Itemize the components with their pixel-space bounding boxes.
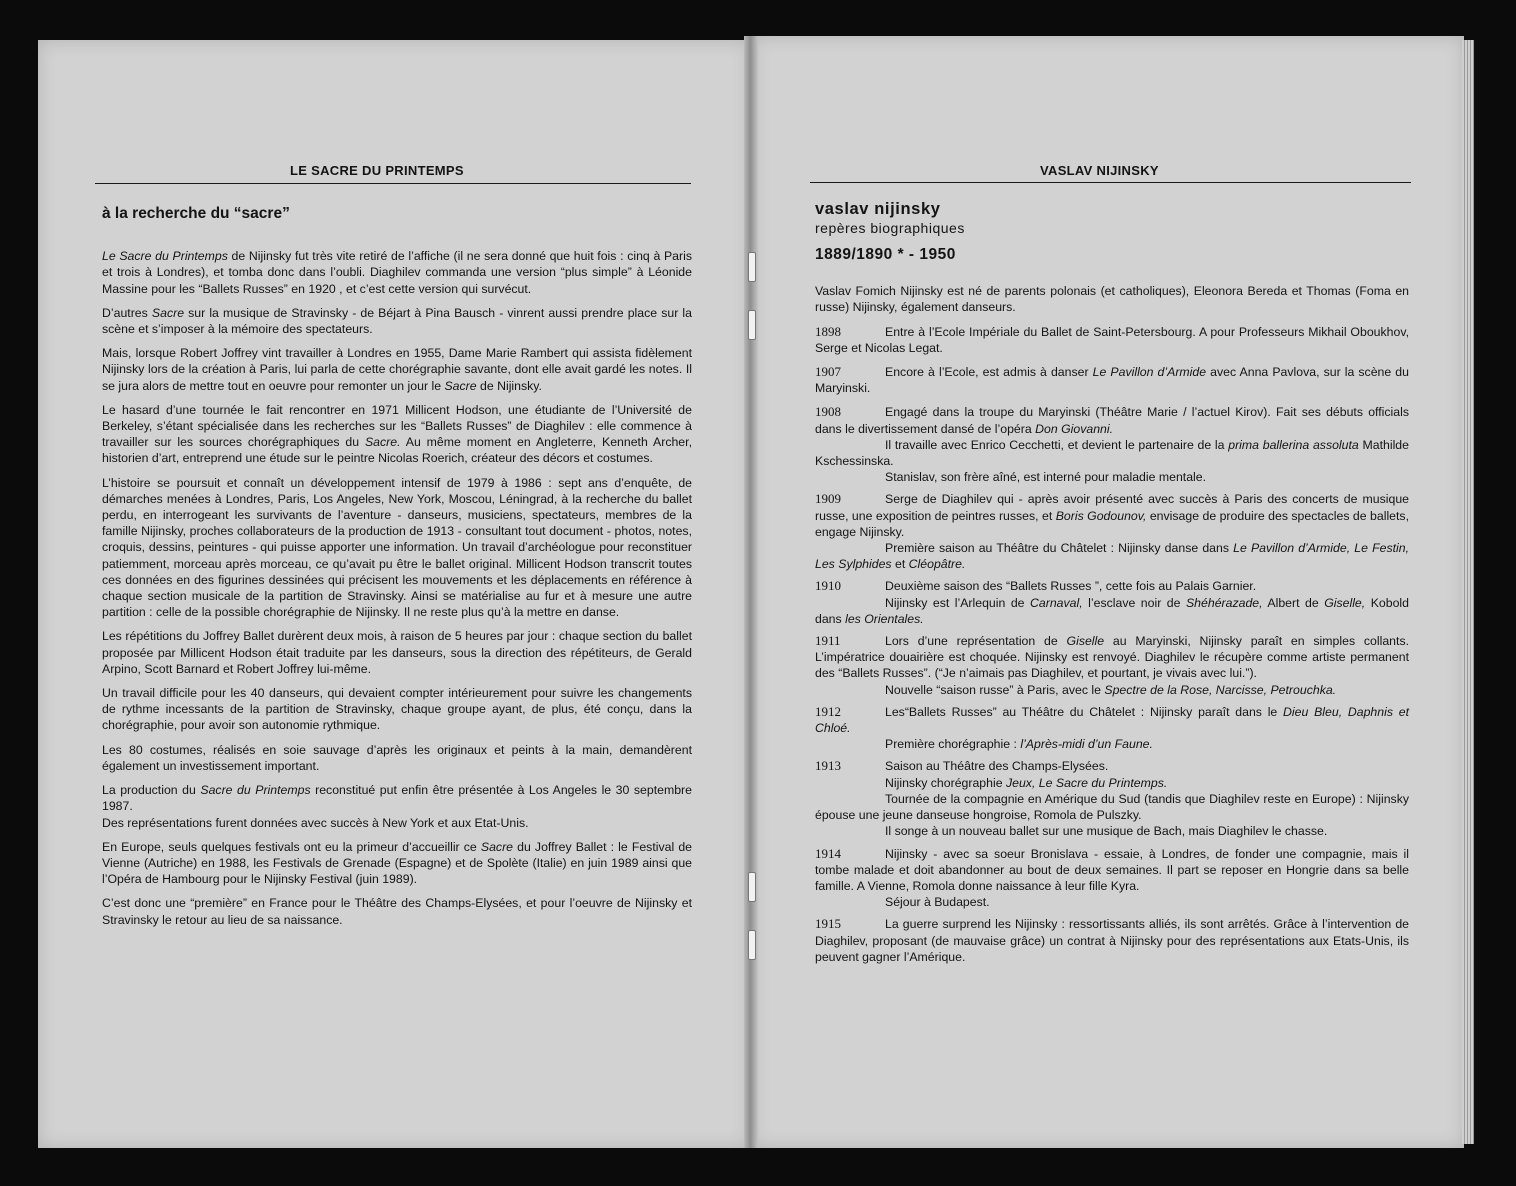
header-rule-right [810, 182, 1411, 183]
book-spine [744, 36, 758, 1148]
intro-paragraph: Vaslav Fomich Nijinsky est né de parents polonais (et catholiques), Eleonora Bereda et Thomas (Foma en russe) Nijinsky, également danseurs. [815, 284, 1409, 315]
page-edges [1462, 40, 1474, 1144]
timeline-entry: 1908 Engagé dans la troupe du Maryinski (Théâtre Marie / l’actuel Kirov). Fait ses débuts officials dans le divertissement dansé de l’opéra Don Giovanni. Il travaille avec Enrico Cecchetti, et devient le partenaire de la prima ballerina assoluta Mathilde Kschessinska. Stanislav, son frère aîné, est interné pour maladie mentale. [815, 404, 1409, 485]
biography-title: vaslav nijinsky [815, 200, 941, 218]
timeline-entry: 1907 Encore à l’Ecole, est admis à danser Le Pavillon d’Armide avec Anna Pavlova, sur la scène du Maryinski. [815, 364, 1409, 396]
running-head-left: LE SACRE DU PRINTEMPS [290, 163, 464, 178]
paragraph: L’histoire se poursuit et connaît un développement intensif de 1979 à 1986 : sept ans d’enquête, de démarches menées à Londres, Paris, Los Angeles, New York, Moscou, Léningrad, à la recherche du ballet perdu, en interrogeant les survivants de l’aventure - danseurs, musiciens, spectateurs, membres de la famille Nijinsky, proches collaborateurs de la production de 1913 - consultant tout document - photos, notes, croquis, dessins, peintures - qui puisse apporter une information. Un travail d’archéologue pour reconstituer patiemment, morceau après morceau, ce qu’avait pu être le ballet original. Millicent Hodson transcrit toutes ces données en des figurines dessinées qui précisent les mouvements et les déplacements en référence à chaque section musicale de la partition de Stravinsky. Ainsi se matérialise au fur et à mesure une autre partition : celle de la possible chorégraphie de Nijinsky. Il ne reste plus qu’à la mettre en danse. [102, 475, 692, 620]
timeline-entry: 1914 Nijinsky - avec sa soeur Bronislava - essaie, à Londres, de fonder une compagnie, mais il tombe malade et doit abandonner au bout de deux semaines. Il part se reposer en Hongrie dans sa belle famille. A Vienne, Romola donne naissance à leur fille Kyra. Séjour à Budapest. [815, 845, 1409, 910]
paragraph: En Europe, seuls quelques festivals ont eu la primeur d’accueillir ce Sacre du Joffrey Ballet : le Festival de Vienne (Autriche) en 1988, les Festivals de Grenade (Espagne) et de Spolète (Italie) en juin 1989 ainsi que l’Opéra de Hambourg pour le Nijinsky Festival (juin 1989). [102, 839, 692, 887]
timeline-entry: 1913 Saison au Théâtre des Champs-Elysées. Nijinsky chorégraphie Jeux, Le Sacre du Printemps. Tournée de la compagnie en Amérique du Sud (tandis que Diaghilev reste en Europe) : Nijinsky épouse une jeune danseuse hongroise, Romola de Pulszky. Il songe à un nouveau ballet sur une musique de Bach, mais Diaghilev le chasse. [815, 758, 1409, 839]
staple [748, 310, 756, 340]
paragraph: Mais, lorsque Robert Joffrey vint travailler à Londres en 1955, Dame Marie Rambert qui assista fidèlement Nijinsky lors de la création à Paris, lui parla de cette chorégraphie savante, dont elle avait gardé les notes. Il se jura alors de mettre tout en oeuvre pour remonter un jour le Sacre de Nijinsky. [102, 346, 692, 393]
timeline-entry: 1915 La guerre surprend les Nijinsky : ressortissants alliés, ils sont arrêtés. Grâce à l’intervention de Diaghilev, proposant (de mauvaise grâce) un contrat à Nijinsky pour des représentations aux Etats-Unis, ils peuvent gagner l’Amérique. [815, 916, 1409, 964]
paragraph: La production du Sacre du Printemps reconstitué put enfin être présentée à Los Angeles le 30 septembre 1987. Des représentations furent données avec succès à New York et aux Etat-Unis. [102, 783, 692, 830]
timeline-entry: 1910 Deuxième saison des “Ballets Russes ”, cette fois au Palais Garnier. Nijinsky est l’Arlequin de Carnaval, l’esclave noir de Shéhérazade, Albert de Giselle, Kobold dans les Orientales. [815, 578, 1409, 626]
paragraph: Le hasard d’une tournée le fait rencontrer en 1971 Millicent Hodson, une étudiante de l’Université de Berkeley, s’étant spécialisée dans les recherches sur les “Ballets Russes” de Diaghilev : elle commence à travailler sur les sources chorégraphiques du Sacre. Au même moment en Angleterre, Kenneth Archer, historien d’art, entreprend une étude sur le peintre Nicolas Roerich, créateur des décors et costumes. [102, 402, 692, 466]
staple [748, 930, 756, 960]
biography-subtitle: repères biographiques [815, 220, 965, 236]
paragraph: Les 80 costumes, réalisés en soie sauvage d’après les originaux et peints à la main, demandèrent également un investissement important. [102, 742, 692, 773]
timeline-entry: 1912 Les“Ballets Russes” au Théâtre du Châtelet : Nijinsky paraît dans le Dieu Bleu, Daphnis et Chloé. Première chorégraphie : l’Après-midi d’un Faune. [815, 703, 1409, 752]
paragraph: Un travail difficile pour les 40 danseurs, qui devaient compter intérieurement pour suivre les changements de rythme incessants de la partition de Stravinsky, chaque groupe ayant, de plus, été conçu, dans la chorégraphie, pour avoir son autonomie rythmique. [102, 686, 692, 733]
running-head-right: VASLAV NIJINSKY [1040, 163, 1159, 178]
timeline-entry: 1911 Lors d’une représentation de Giselle au Maryinski, Nijinsky paraît en simples collants. L’impératrice douairière est choquée. Nijinsky est renvoyé. Diaghilev le récupère comme artiste permanent des “Ballets Russes”. (“Je n’aimais pas Diaghilev, et pourtant, je vivais avec lui.”). Nouvelle “saison russe” à Paris, avec le Spectre de la Rose, Narcisse, Petrouchka. [815, 633, 1410, 697]
paragraph: Le Sacre du Printemps de Nijinsky fut très vite retiré de l’affiche (il ne sera donné que huit fois : cinq à Paris et trois à Londres), et tomba donc dans l’oubli. Diaghilev commanda une version “plus simple” à Léonide Massine pour les “Ballets Russes” en 1920 , et c’est cette version qui survécut. [102, 249, 692, 296]
timeline-entry: 1898 Entre à l’Ecole Impériale du Ballet de Saint-Petersbourg. A pour Professeurs Mikhail Oboukhov, Serge et Nicolas Legat. [815, 323, 1409, 355]
article-title: à la recherche du “sacre” [102, 205, 290, 222]
right-article [815, 200, 1409, 973]
paragraph: Les répétitions du Joffrey Ballet durèrent deux mois, à raison de 5 heures par jour : chaque section du ballet proposée par Millicent Hodson était traduite par les danseurs, sous la direction des répétiteurs, de Gerald Arpino, Scott Barnard et Robert Joffrey lui-même. [102, 629, 692, 676]
header-rule-left [95, 183, 691, 184]
paragraph: D’autres Sacre sur la musique de Stravinsky - de Béjart à Pina Bausch - vinrent aussi prendre place sur la scène et s’imposer à la mémoire des spectateurs. [102, 305, 692, 337]
staple [748, 872, 756, 902]
left-article [102, 206, 692, 936]
life-dates: 1889/1890 * - 1950 [815, 246, 956, 263]
paragraph: C’est donc une “première” en France pour le Théâtre des Champs-Elysées, et pour l’oeuvre de Nijinsky et Stravinsky le retour au lieu de sa naissance. [102, 896, 692, 927]
staple [748, 252, 756, 282]
timeline-entry: 1909 Serge de Diaghilev qui - après avoir présenté avec succès à Paris des concerts de musique russe, une exposition de peintres russes, et Boris Godounov, envisage de produire des spectacles de ballets, engage Nijinsky. Première saison au Théâtre du Châtelet : Nijinsky danse dans Le Pavillon d’Armide, Le Festin, Les Sylphides et Cléopâtre. [815, 491, 1409, 572]
